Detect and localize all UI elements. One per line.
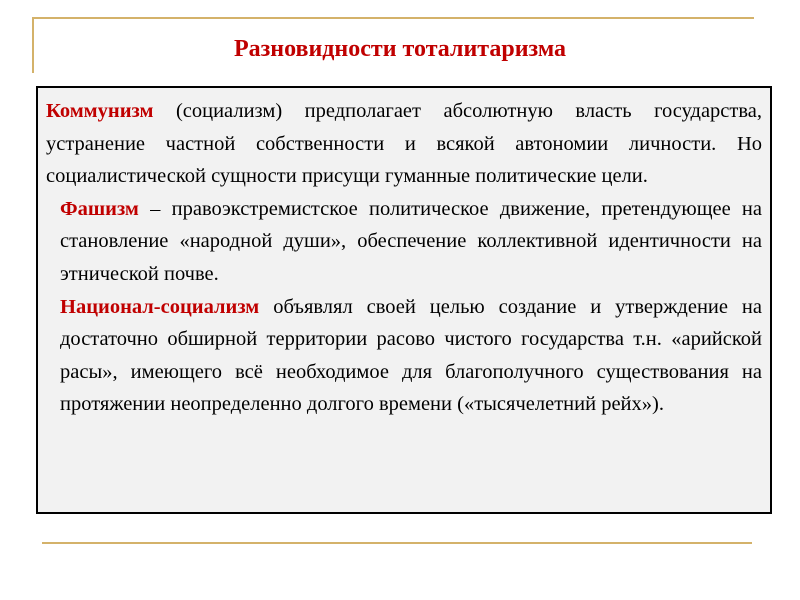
paragraph-fascism-text: – правоэкстремистское политическое движение, претендующее на становление «народной души», обеспечение коллективной идентичности на этнической почве.: [60, 197, 762, 285]
paragraph-national-socialism: [46, 291, 762, 421]
content-box: [36, 86, 772, 514]
slide-title: Разновидности тоталитаризма: [233, 36, 567, 62]
term-national-socialism: Национал-социализм: [60, 295, 260, 318]
term-communism: Коммунизм: [46, 100, 154, 122]
paragraph-communism-text: (социализм) предполагает абсолютную власть государства, устранение частной собственности и всякой автономии личности. Но социалистической сущности присущи гуманные политические цели.: [46, 100, 762, 188]
paragraph-communism: [46, 95, 762, 193]
top-decorative-rule: [32, 17, 754, 19]
paragraph-national-socialism-text: объявлял своей целью создание и утверждение на достаточно обширной территории расово чистого государства т.н. «арийской расы», имеющего всё необходимое для благополучного существования на протяжении неопределенно долгого времени («тысячелетний рейх»).: [60, 295, 762, 416]
term-fascism: Фашизм: [60, 197, 139, 220]
bottom-decorative-rule: [42, 542, 752, 544]
paragraph-fascism: [46, 193, 762, 291]
